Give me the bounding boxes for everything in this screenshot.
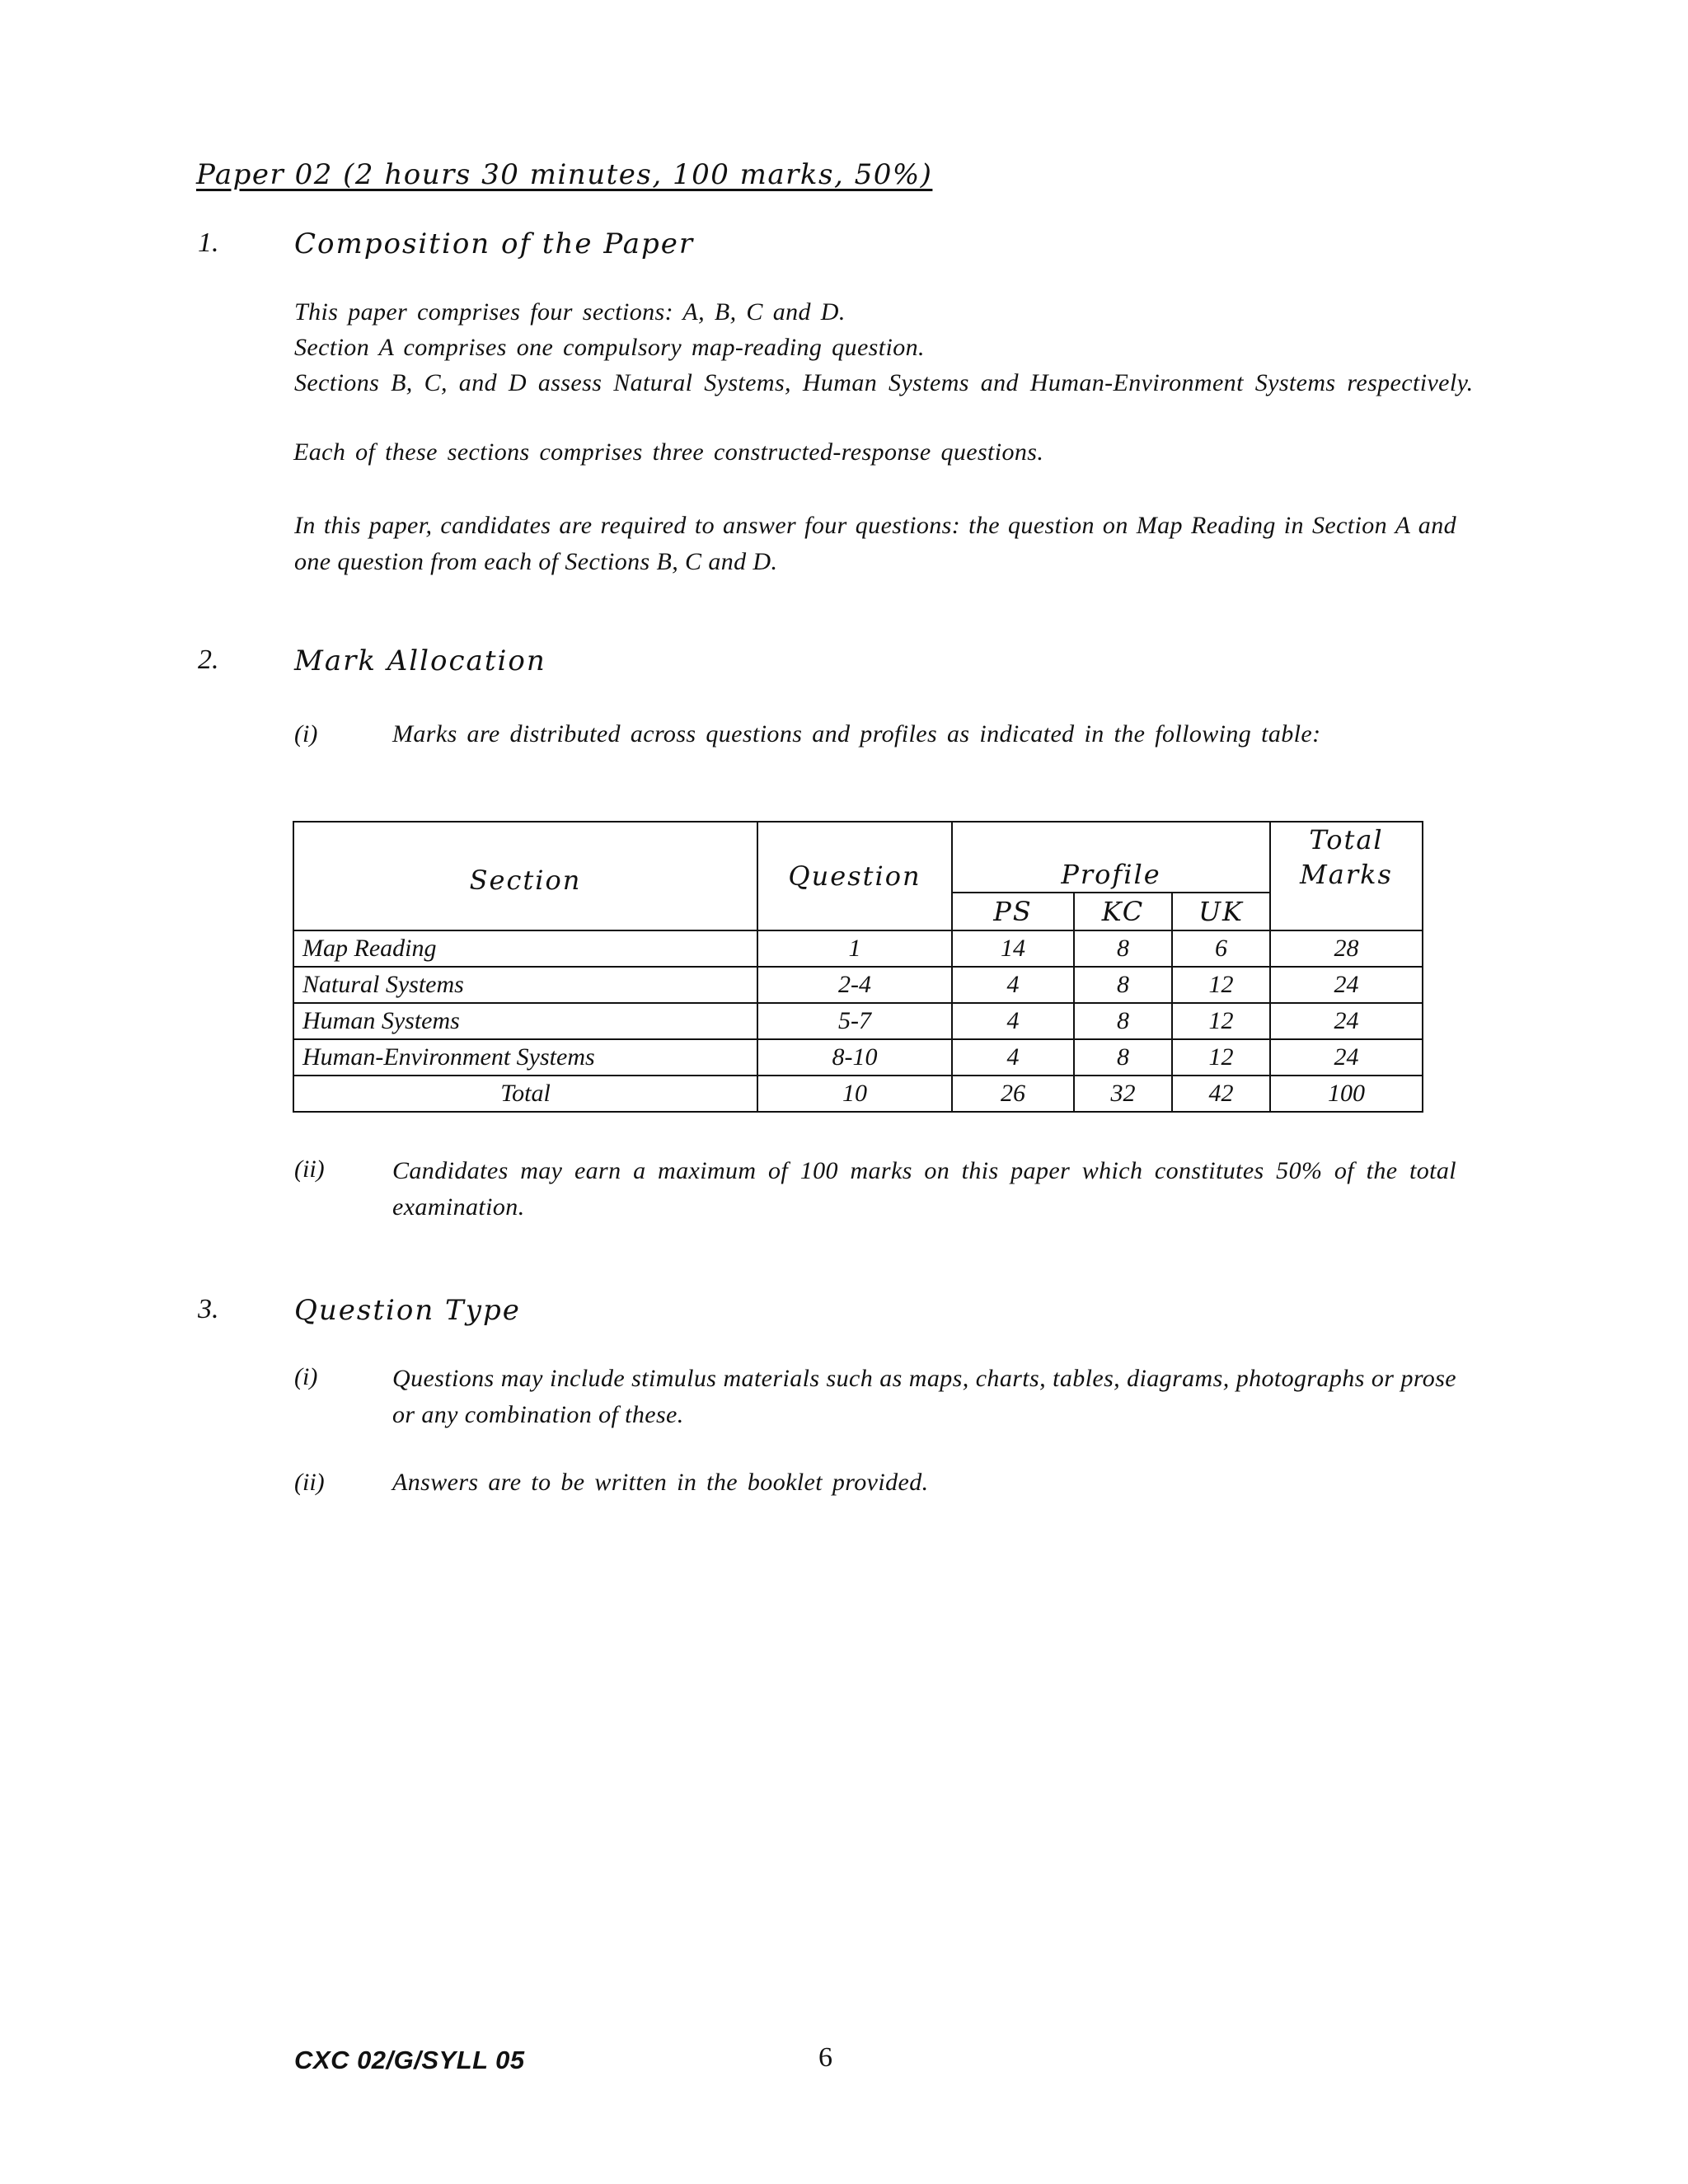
section-1-para-2: Each of these sections comprises three constructed-response questions.	[293, 438, 1044, 466]
mark-allocation-table	[293, 821, 1423, 1113]
header-total-marks	[1270, 822, 1423, 930]
paper-heading: Paper 02 (2 hours 30 minutes, 100 marks, 50%)	[196, 158, 933, 191]
row-uk-cell: 12	[1172, 1003, 1270, 1039]
section-1-para-3: In this paper, candidates are required to answer four questions: the question on Map Reading in Section A and one question from each of Sections B, C and D.	[294, 512, 1456, 575]
section-2-item-1-numeral: (i)	[294, 720, 318, 748]
row-uk-cell: 12	[1172, 967, 1270, 1003]
header-profile: Profile	[952, 822, 1270, 893]
header-total-line-1: Total	[1309, 824, 1384, 855]
row-section-cell: Human Systems	[293, 1003, 757, 1039]
total-marks-cell: 100	[1270, 1076, 1423, 1112]
row-question-cell: 5-7	[757, 1003, 952, 1039]
section-3-item-1-numeral: (i)	[294, 1363, 318, 1390]
table-total-row	[293, 1076, 1423, 1112]
table-row	[293, 967, 1423, 1003]
row-uk-cell: 12	[1172, 1039, 1270, 1076]
row-ps-cell: 4	[952, 967, 1074, 1003]
total-question-cell: 10	[757, 1076, 952, 1112]
row-uk-cell: 6	[1172, 930, 1270, 967]
section-1-line-3: Sections B, C, and D assess Natural Systems, Human Systems and Human-Environment Systems respectively.	[294, 369, 1474, 396]
row-ps-cell: 4	[952, 1003, 1074, 1039]
section-3-item-2-text: Answers are to be written in the booklet provided.	[392, 1469, 929, 1496]
total-uk-cell: 42	[1172, 1076, 1270, 1112]
row-question-cell: 8-10	[757, 1039, 952, 1076]
footer-syllabus-code: CXC 02/G/SYLL 05	[294, 2046, 525, 2074]
header-section: Section	[293, 822, 757, 930]
table-header-row	[293, 822, 1423, 893]
row-section-cell: Map Reading	[293, 930, 757, 967]
section-2-item-2-numeral: (ii)	[294, 1155, 325, 1183]
section-2-item-2-text: Candidates may earn a maximum of 100 marks on this paper which constitutes 50% of the total examination.	[392, 1157, 1456, 1221]
section-3-item-2-numeral: (ii)	[294, 1469, 325, 1496]
header-uk: UK	[1172, 893, 1270, 930]
section-2-title: Mark Allocation	[294, 644, 546, 677]
row-ps-cell: 14	[952, 930, 1074, 967]
section-3-number: 3.	[198, 1294, 219, 1324]
total-ps-cell: 26	[952, 1076, 1074, 1112]
section-1-line-1: This paper comprises four sections: A, B, C and D.	[294, 298, 846, 326]
section-2-item-1-text: Marks are distributed across questions and profiles as indicated in the following table:	[392, 720, 1321, 748]
header-kc: KC	[1074, 893, 1172, 930]
header-question: Question	[757, 822, 952, 930]
row-total-cell: 24	[1270, 1003, 1423, 1039]
table-row	[293, 930, 1423, 967]
total-kc-cell: 32	[1074, 1076, 1172, 1112]
row-kc-cell: 8	[1074, 967, 1172, 1003]
footer-page-number: 6	[818, 2042, 832, 2073]
table-row	[293, 1039, 1423, 1076]
row-total-cell: 24	[1270, 1039, 1423, 1076]
header-ps: PS	[952, 893, 1074, 930]
section-1-number: 1.	[198, 227, 219, 258]
row-kc-cell: 8	[1074, 1003, 1172, 1039]
total-label-cell: Total	[293, 1076, 757, 1112]
row-kc-cell: 8	[1074, 930, 1172, 967]
section-3-title: Question Type	[294, 1294, 521, 1327]
row-total-cell: 28	[1270, 930, 1423, 967]
row-section-cell: Natural Systems	[293, 967, 757, 1003]
row-question-cell: 2-4	[757, 967, 952, 1003]
table-row	[293, 1003, 1423, 1039]
header-total-line-2: Marks	[1300, 859, 1393, 890]
section-1-title: Composition of the Paper	[294, 227, 695, 260]
row-section-cell: Human-Environment Systems	[293, 1039, 757, 1076]
row-kc-cell: 8	[1074, 1039, 1172, 1076]
row-question-cell: 1	[757, 930, 952, 967]
section-2-number: 2.	[198, 644, 219, 675]
row-total-cell: 24	[1270, 967, 1423, 1003]
section-3-item-1-text: Questions may include stimulus materials such as maps, charts, tables, diagrams, photographs or prose or any combination of these.	[392, 1365, 1456, 1428]
row-ps-cell: 4	[952, 1039, 1074, 1076]
section-1-line-2: Section A comprises one compulsory map-reading question.	[294, 334, 925, 361]
